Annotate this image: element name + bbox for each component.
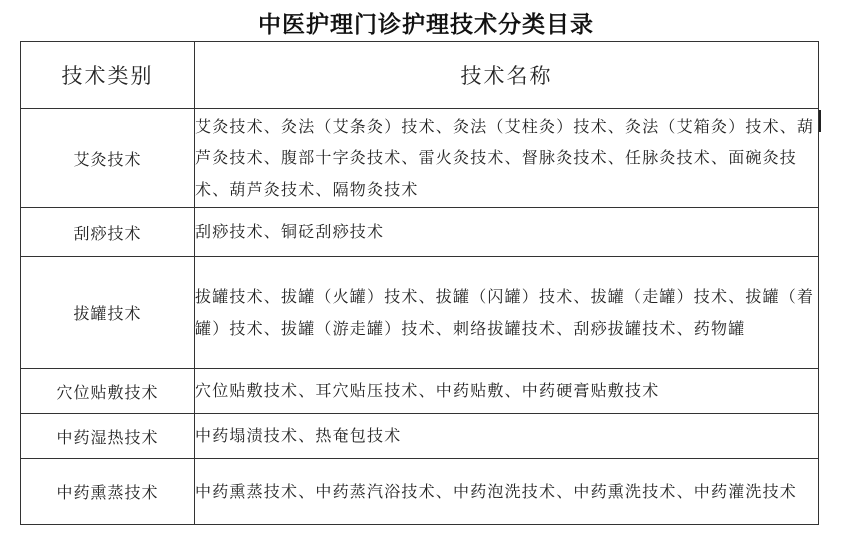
table-row xyxy=(21,414,819,459)
technique-names-cell: 刮痧技术、铜砭刮痧技术 xyxy=(195,208,819,257)
text-cursor xyxy=(819,110,821,132)
technique-names-cell: 中药塌渍技术、热奄包技术 xyxy=(195,414,819,459)
technique-catalog-table xyxy=(20,41,819,525)
technique-names-cell: 拔罐技术、拔罐（火罐）技术、拔罐（闪罐）技术、拔罐（走罐）技术、拔罐（着罐）技术、拔罐（游走罐）技术、刺络拔罐技术、刮痧拔罐技术、药物罐 xyxy=(195,257,819,369)
category-cell: 拔罐技术 xyxy=(21,257,195,369)
category-cell: 穴位贴敷技术 xyxy=(21,369,195,414)
document-title: 中医护理门诊护理技术分类目录 xyxy=(258,12,594,38)
table-row xyxy=(21,369,819,414)
technique-names-cell: 穴位贴敷技术、耳穴贴压技术、中药贴敷、中药硬膏贴敷技术 xyxy=(195,369,819,414)
technique-names-cell: 中药熏蒸技术、中药蒸汽浴技术、中药泡洗技术、中药熏洗技术、中药灌洗技术 xyxy=(195,459,819,525)
category-cell: 中药湿热技术 xyxy=(21,414,195,459)
category-cell: 刮痧技术 xyxy=(21,208,195,257)
header-technique-name: 技术名称 xyxy=(195,42,819,109)
category-cell: 中药熏蒸技术 xyxy=(21,459,195,525)
header-category: 技术类别 xyxy=(21,42,195,109)
table-row xyxy=(21,459,819,525)
category-cell: 艾灸技术 xyxy=(21,109,195,208)
table-row xyxy=(21,109,819,208)
technique-names-cell: 艾灸技术、灸法（艾条灸）技术、灸法（艾柱灸）技术、灸法（艾箱灸）技术、葫芦灸技术、腹部十字灸技术、雷火灸技术、督脉灸技术、任脉灸技术、面碗灸技术、葫芦灸技术、隔物灸技术 xyxy=(195,109,819,208)
table-row xyxy=(21,208,819,257)
table-header-row xyxy=(21,42,819,109)
table-row xyxy=(21,257,819,369)
